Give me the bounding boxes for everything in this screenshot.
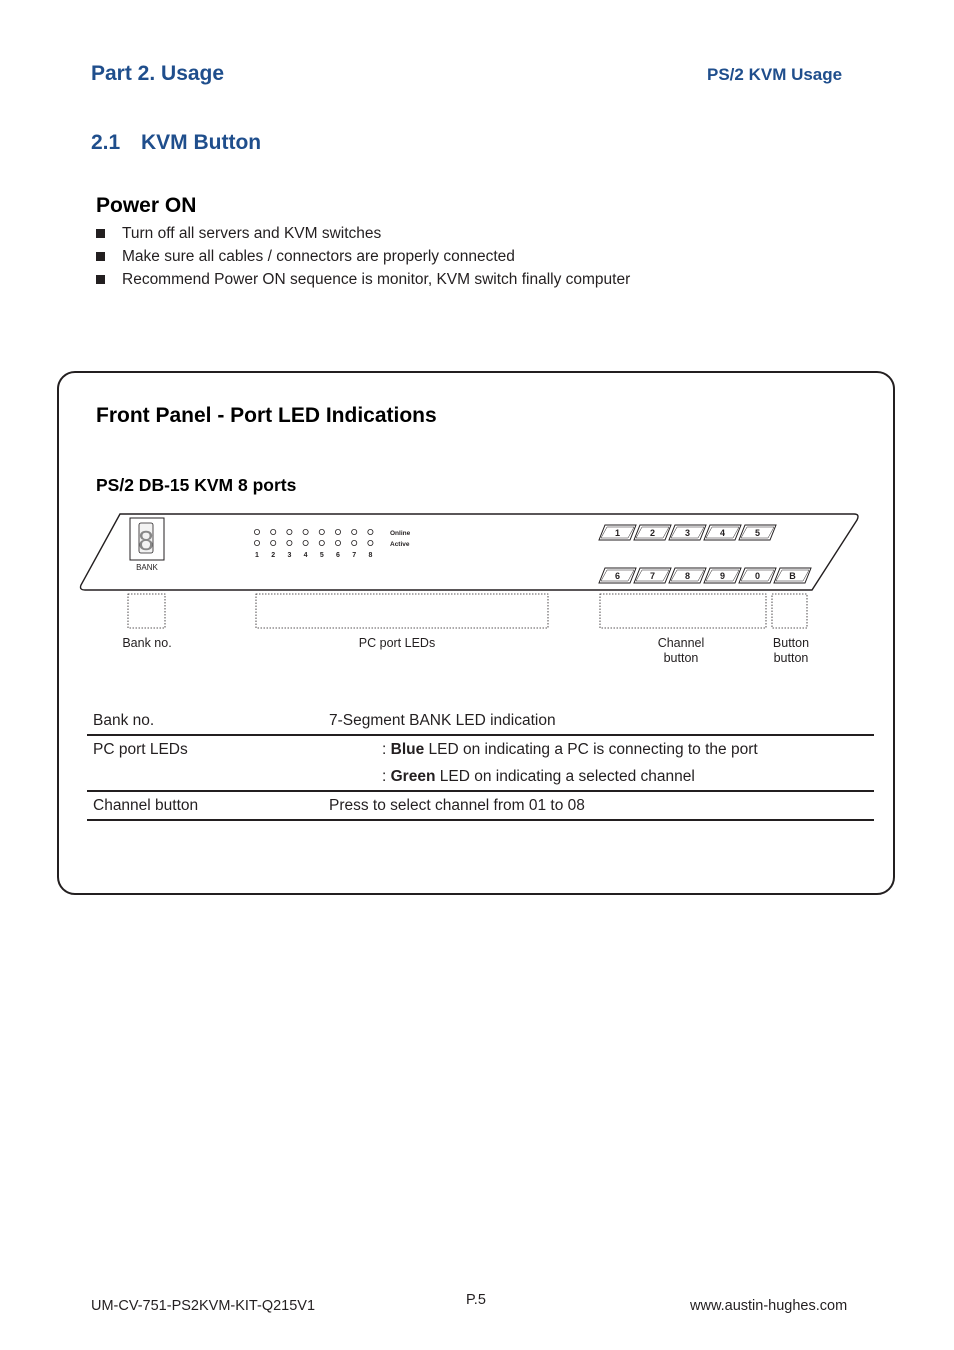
footer-website: www.austin-hughes.com [690, 1298, 848, 1314]
active-led-icon [352, 540, 357, 545]
bank-callout-label: Bank no. [122, 636, 172, 650]
button-callout-label: Button [772, 636, 810, 650]
channel-callout-label: Channel [657, 636, 705, 650]
led-row-label-online: Online [390, 530, 411, 537]
led-number-label: 7 [352, 552, 357, 559]
button-label: 3 [684, 528, 691, 538]
active-led-icon [303, 540, 308, 545]
channel-button-9[interactable] [704, 568, 741, 583]
led-group [254, 529, 373, 559]
channel-button-5[interactable] [739, 525, 776, 540]
table-cell-desc [323, 763, 874, 791]
desc-text: LED on indicating a PC is connecting to the port [424, 740, 758, 758]
desc-bold: Blue [390, 740, 425, 758]
button-group [599, 525, 811, 583]
front-panel-title: Front Panel - Port LED Indications [96, 404, 437, 427]
table-cell-desc [323, 791, 874, 820]
led-indication-table [87, 707, 874, 821]
button-label: 2 [649, 528, 656, 538]
active-led-icon [368, 540, 373, 545]
section-heading: KVM Button [141, 131, 262, 154]
table-cell-label: Channel button [87, 791, 323, 820]
table-cell-label: PC port LEDs [93, 740, 188, 758]
button-callout-label-2: button [773, 651, 809, 665]
online-led-icon [271, 529, 276, 534]
power-on-title: Power ON [96, 194, 197, 217]
online-led-icon [352, 529, 357, 534]
online-led-icon [287, 529, 292, 534]
active-led-icon [319, 540, 324, 545]
table-row [87, 763, 874, 791]
online-led-icon [254, 529, 259, 534]
pc-leds-callout-label: PC port LEDs [358, 636, 436, 650]
active-led-icon [271, 540, 276, 545]
button-callout-box [772, 594, 807, 628]
table-cell-label: Bank no. [87, 707, 323, 735]
pc-leds-callout-box [256, 594, 548, 628]
section-number: 2.1 [91, 131, 121, 154]
led-number-label: 2 [271, 552, 276, 559]
button-label: 8 [684, 571, 691, 581]
bank-callout-box [128, 594, 165, 628]
button-label: 4 [719, 528, 726, 538]
table-row [87, 707, 874, 735]
footer-doc-id: UM-CV-751-PS2KVM-KIT-Q215V1 [91, 1298, 316, 1314]
led-number-label: 1 [255, 552, 259, 559]
footer-page-number: P.5 [466, 1292, 486, 1308]
channel-button-3[interactable] [669, 525, 706, 540]
channel-button-4[interactable] [704, 525, 741, 540]
online-led-icon [303, 529, 308, 534]
channel-button-B[interactable] [774, 568, 811, 583]
led-number-label: 6 [336, 552, 340, 559]
online-led-icon [335, 529, 340, 534]
chapter-header: PS/2 KVM Usage [707, 65, 843, 84]
channel-button-1[interactable] [599, 525, 636, 540]
table-row [87, 791, 874, 820]
active-led-icon [254, 540, 259, 545]
channel-button-0[interactable] [739, 568, 776, 583]
desc-text: Press to select channel from 01 to 08 [329, 796, 585, 814]
button-label: 5 [754, 528, 761, 538]
button-label: 6 [614, 571, 621, 581]
active-led-icon [335, 540, 340, 545]
desc-colon: : [382, 767, 391, 785]
channel-button-6[interactable] [599, 568, 636, 583]
button-label: B [789, 571, 796, 581]
led-number-label: 5 [319, 552, 324, 559]
bank-label: BANK [136, 563, 158, 572]
button-label: 9 [719, 571, 726, 581]
part-title: Part 2. Usage [91, 62, 225, 85]
front-panel-subtitle: PS/2 DB-15 KVM 8 ports [96, 475, 297, 495]
desc-bold: Green [390, 767, 436, 785]
channel-callout-label-2: button [663, 651, 699, 665]
desc-text: LED on indicating a selected channel [435, 767, 695, 785]
led-row-label-active: Active [390, 541, 410, 548]
channel-button-8[interactable] [669, 568, 706, 583]
list-item-text: Make sure all cables / connectors are properly connected [122, 247, 515, 265]
channel-callout-box [600, 594, 766, 628]
active-led-icon [287, 540, 292, 545]
led-number-label: 3 [287, 552, 292, 559]
table-cell-label [87, 763, 323, 791]
button-label: 1 [614, 528, 621, 538]
table-cell-desc [323, 735, 874, 763]
button-label: 0 [754, 571, 761, 581]
led-number-label: 8 [368, 552, 373, 559]
bank-digit: 8 [138, 525, 154, 556]
list-item-text: Turn off all servers and KVM switches [122, 224, 382, 242]
button-label: 7 [649, 571, 656, 581]
led-number-label: 4 [303, 552, 308, 559]
desc-colon: : [382, 740, 391, 758]
online-led-icon [319, 529, 324, 534]
list-item-text: Recommend Power ON sequence is monitor, KVM switch finally computer [122, 270, 631, 288]
channel-button-2[interactable] [634, 525, 671, 540]
channel-button-7[interactable] [634, 568, 671, 583]
table-row [87, 735, 874, 763]
table-cell-desc [323, 707, 874, 735]
online-led-icon [368, 529, 373, 534]
desc-text: 7-Segment BANK LED indication [329, 711, 556, 729]
